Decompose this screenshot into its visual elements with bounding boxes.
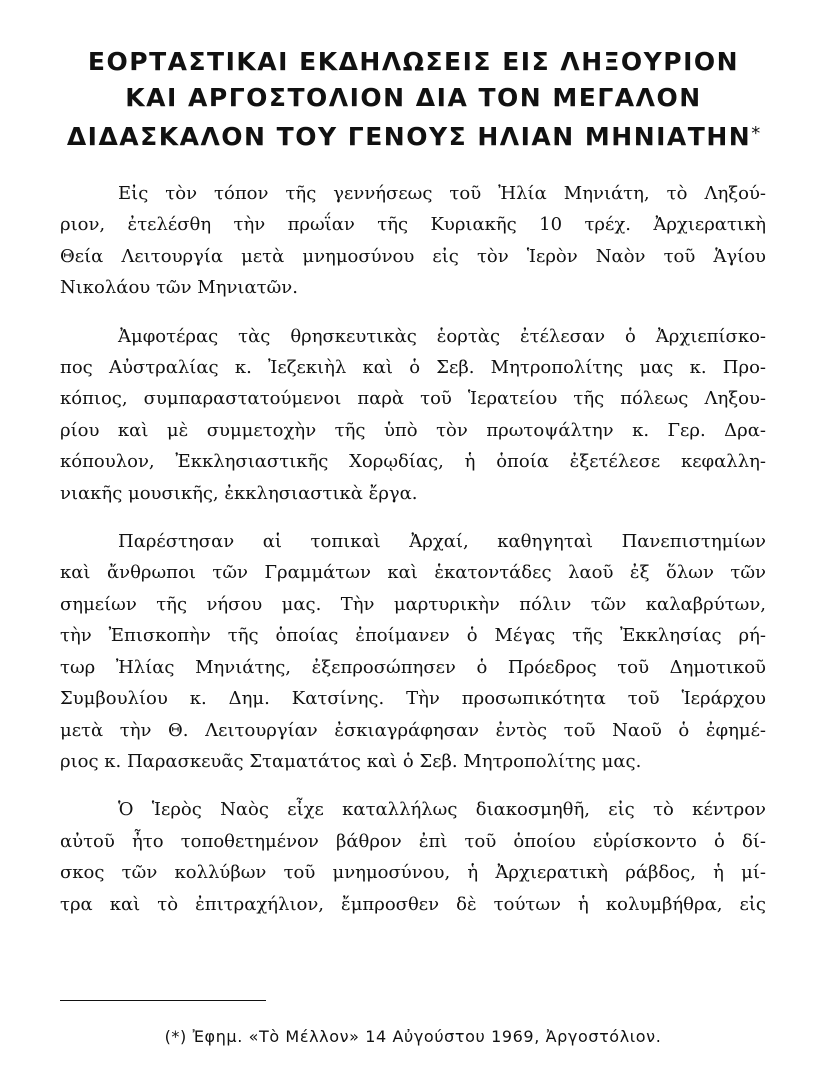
text-line: νιακῆς μουσικῆς, ἐκκλησιαστικὰ ἔργα. — [60, 482, 418, 504]
text-line: τωρ Ἠλίας Μηνιάτης, ἐξεπροσώπησεν ὁ Πρόεδρος τοῦ Δημοτικοῦ — [60, 656, 766, 678]
text-line: σημείων τῆς νήσου μας. Τὴν μαρτυρικὴν πόλιν τῶν καλαβρύτων, — [60, 593, 766, 615]
text-line: τὴν Ἐπισκοπὴν τῆς ὁποίας ἐποίμανεν ὁ Μέγας τῆς Ἐκκλησίας ρή- — [60, 625, 766, 647]
text-line: αὐτοῦ ἦτο τοποθετημένον βάθρον ἐπὶ τοῦ ὁποίου εὑρίσκοντο ὁ δί- — [60, 830, 766, 852]
paragraph-2 — [60, 321, 766, 509]
text-line: πος Αὐστραλίας κ. Ἰεζεκιὴλ καὶ ὁ Σεβ. Μητροπολίτης μας κ. Προ- — [60, 357, 766, 379]
footnote-marker: * — [751, 123, 761, 144]
text-line: Παρέστησαν αἱ τοπικαὶ Ἀρχαί, καθηγηταὶ Πανεπιστημίων — [118, 531, 766, 553]
footnote: (*) Ἐφημ. «Τὸ Μέλλον» 14 Αὐγούστου 1969, Ἀργοστόλιον. — [164, 1027, 662, 1046]
text-line: μετὰ τὴν Θ. Λειτουργίαν ἐσκιαγράφησαν ἐντὸς τοῦ Ναοῦ ὁ ἐφημέ- — [60, 719, 766, 741]
text-line: Εἰς τὸν τόπον τῆς γεννήσεως τοῦ Ἠλία Μηνιάτη, τὸ Ληξού- — [118, 183, 766, 204]
body-text — [60, 178, 766, 937]
text-line: Νικολάου τῶν Μηνιατῶν. — [60, 277, 298, 299]
text-line: ρίου καὶ μὲ συμμετοχὴν τῆς ὑπὸ τὸν πρωτοψάλτην κ. Γερ. Δρα- — [60, 419, 766, 441]
footnote-divider — [60, 1000, 266, 1001]
text-line: ριον, ἐτελέσθη τὴν πρωΐαν τῆς Κυριακῆς 10 τρέχ. Ἀρχιερατικὴ — [60, 214, 766, 236]
paragraph-3 — [60, 526, 766, 777]
text-line: Ὁ Ἱερὸς Ναὸς εἶχε καταλλήλως διακοσμηθῆ, εἰς τὸ κέντρον — [118, 799, 766, 821]
text-line: καὶ ἄνθρωποι τῶν Γραμμάτων καὶ ἑκατοντάδες λαοῦ ἐξ ὅλων τῶν — [60, 562, 766, 584]
title-line-3-text: ΔΙΔΑΣΚΑΛΟΝ ΤΟΥ ΓΕΝΟΥΣ ΗΛΙΑΝ ΜΗΝΙΑΤΗΝ — [66, 122, 752, 151]
paragraph-1 — [60, 178, 766, 304]
paragraph-4 — [60, 794, 766, 920]
text-line: κόπιος, συμπαραστατούμενοι παρὰ τοῦ Ἱερατείου τῆς πόλεως Ληξου- — [60, 388, 766, 410]
text-line: τρα καὶ τὸ ἐπιτραχήλιον, ἔμπροσθεν δὲ τούτων ἡ κολυμβήθρα, εἰς — [60, 893, 766, 915]
text-line: Ἀμφοτέρας τὰς θρησκευτικὰς ἑορτὰς ἐτέλεσαν ὁ Ἀρχιεπίσκο- — [118, 325, 766, 347]
text-line: Θεία Λειτουργία μετὰ μνημοσύνου εἰς τὸν Ἱερὸν Ναὸν τοῦ Ἁγίου — [60, 245, 766, 267]
title-line-1: ΕΟΡΤΑΣΤΙΚΑΙ ΕΚΔΗΛΩΣΕΙΣ ΕΙΣ ΛΗΞΟΥΡΙΟΝ — [87, 47, 740, 76]
text-line: Συμβουλίου κ. Δημ. Κατσίνης. Τὴν προσωπικότητα τοῦ Ἱεράρχου — [60, 688, 766, 710]
title-line-3 — [60, 116, 767, 155]
text-line: σκος τῶν κολλύβων τοῦ μνημοσύνου, ἡ Ἀρχιερατικὴ ράβδος, ἡ μί- — [60, 862, 766, 884]
document-title — [60, 44, 767, 155]
text-line: ριος κ. Παρασκευᾶς Σταματάτος καὶ ὁ Σεβ. Μητροπολίτης μας. — [60, 750, 642, 772]
text-line: κόπουλον, Ἐκκλησιαστικῆς Χορῳδίας, ἡ ὁποία ἐξετέλεσε κεφαλλη- — [60, 451, 766, 473]
title-line-2: ΚΑΙ ΑΡΓΟΣΤΟΛΙΟΝ ΔΙΑ ΤΟΝ ΜΕΓΑΛΟΝ — [125, 83, 702, 112]
